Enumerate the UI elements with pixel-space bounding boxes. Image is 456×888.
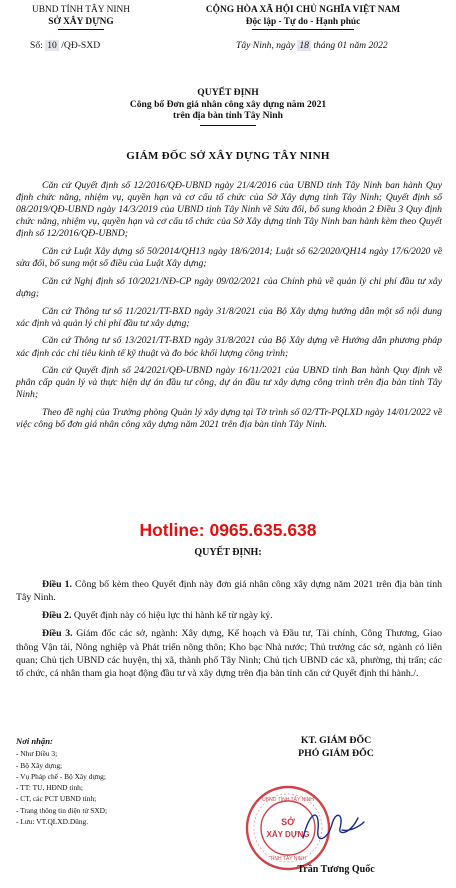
basis-paragraph: Căn cứ Thông tư số 11/2021/TT-BXD ngày 31/8/2021 của Bộ Xây dựng hướng dẫn một số nội dung xác định và quản lý chi phí đầu tư xây dựng; bbox=[16, 305, 442, 329]
motto-underline bbox=[252, 29, 354, 30]
title-line-2: trên địa bàn tỉnh Tây Ninh bbox=[173, 110, 283, 121]
place-and-date bbox=[236, 40, 388, 51]
issuing-authority: GIÁM ĐỐC SỞ XÂY DỰNG TÂY NINH bbox=[126, 150, 330, 162]
svg-text:SỞ: SỞ bbox=[281, 817, 295, 827]
signature-role bbox=[236, 735, 436, 760]
article-label: Điều 2. bbox=[42, 610, 72, 622]
article-text: Giám đốc các sở, ngành: Xây dựng, Kế hoạch và Đầu tư, Tài chính, Công Thương, Giao thông Vận tải, Nông nghiệp và Phát triển nông thôn; Kho bạc Nhà nước; Thủ trưởng các sở, ngành có liên quan; Chủ tịch UBND các huyện, thị xã, thành phố Tây Ninh; Chủ tịch UBND các xã, phường, thị trấn; các tổ chức, cá nhân tham gia hoạt động đầu tư và xây dựng trên địa bàn tỉnh căn cứ Quyết định thi hành./. bbox=[16, 628, 442, 680]
signer-role: PHÓ GIÁM ĐỐC bbox=[298, 747, 374, 759]
title-line-1: Công bố Đơn giá nhân công xây dựng năm 2021 bbox=[129, 98, 327, 110]
articles bbox=[16, 578, 442, 685]
national-motto: Độc lập - Tự do - Hạnh phúc bbox=[245, 17, 361, 27]
handwritten-signature bbox=[298, 800, 368, 850]
recipient-item: - Như Điều 3; bbox=[16, 749, 58, 759]
legal-bases bbox=[16, 180, 442, 437]
country-name: CỘNG HÒA XÃ HỘI CHỦ NGHĨA VIỆT NAM bbox=[205, 5, 401, 15]
recipient-item: - CT, các PCT UBND tỉnh; bbox=[16, 794, 97, 804]
doc-number-prefix: Số: bbox=[30, 40, 43, 51]
decision-title bbox=[40, 87, 416, 122]
date-day: 18 bbox=[299, 40, 309, 51]
article-3 bbox=[16, 627, 442, 681]
recipient-item: - TT: TU, HĐND tỉnh; bbox=[16, 783, 83, 793]
title-underline bbox=[200, 125, 256, 126]
svg-text:TỈNH TÂY NINH: TỈNH TÂY NINH bbox=[269, 856, 307, 862]
basis-paragraph: Căn cứ Nghị định số 10/2021/NĐ-CP ngày 09/02/2021 của Chính phủ về quản lý chi phí đầu tư xây dựng; bbox=[16, 275, 442, 299]
on-behalf-label: KT. GIÁM ĐỐC bbox=[300, 735, 372, 746]
recipients-heading: Nơi nhận: bbox=[16, 736, 53, 746]
hotline-watermark: Hotline: 0965.635.638 bbox=[139, 520, 317, 540]
doc-number-value: 10 bbox=[47, 40, 57, 51]
article-1 bbox=[16, 578, 442, 605]
svg-text:UBND TỈNH TÂY NINH: UBND TỈNH TÂY NINH bbox=[262, 797, 314, 803]
article-text: Quyết định này có hiệu lực thi hành kể từ ngày ký. bbox=[71, 610, 273, 622]
basis-paragraph: Căn cứ Luật Xây dựng số 50/2014/QH13 ngày 18/6/2014; Luật số 62/2020/QH14 ngày 17/6/2020 về sửa đổi, bổ sung một số điều của Luật Xây dựng; bbox=[16, 246, 442, 270]
department-name: SỞ XÂY DỰNG bbox=[48, 17, 114, 27]
basis-paragraph: Căn cứ Quyết định số 12/2016/QĐ-UBND ngày 21/4/2016 của UBND tỉnh Tây Ninh ban hành Quy định chức năng, nhiệm vụ, quyền hạn và cơ cấu tổ chức của Sở Xây dựng tỉnh Tây Ninh; Quyết định số 08/2019/QĐ-UBND ngày 14/3/2019 của UBND tỉnh Tây Ninh về Sửa đổi, bổ sung khoản 2 Điều 3 Quy định chức năng, nhiệm vụ, quyền hạn và cơ cấu tổ chức của Sở Xây dựng tỉnh Tây Ninh ban hành kèm theo Quyết định số 12/2016/QĐ-UBND; bbox=[16, 180, 442, 240]
province-name: UBND TỈNH TÂY NINH bbox=[32, 5, 130, 15]
article-label: Điều 1. bbox=[42, 579, 72, 590]
signer-name: Trần Tương Quốc bbox=[297, 864, 375, 875]
document-kind: QUYẾT ĐỊNH bbox=[197, 87, 259, 98]
basis-paragraph: Căn cứ Quyết định số 24/2021/QĐ-UBND ngày 16/11/2021 của UBND tỉnh Ban hành Quy định về phân cấp quản lý và thực hiện dự án đầu tư công, dự án đầu tư xây dựng công trình trên địa bàn tỉnh Tây Ninh; bbox=[16, 365, 442, 401]
basis-paragraph: Căn cứ Thông tư số 13/2021/TT-BXD ngày 31/8/2021 của Bộ Xây dựng về Hướng dẫn phương pháp xác định các chỉ tiêu kinh tế kỹ thuật và đo bóc khối lượng công trình; bbox=[16, 335, 442, 359]
recipient-item: - Bộ Xây dựng; bbox=[16, 760, 63, 770]
issuer-block bbox=[6, 4, 156, 28]
recipient-item: - Trang thông tin điện tử SXD; bbox=[16, 805, 108, 815]
issuer-underline bbox=[58, 29, 104, 30]
article-label: Điều 3. bbox=[42, 628, 73, 640]
date-month-year: tháng 01 năm 2022 bbox=[313, 40, 388, 51]
national-heading bbox=[150, 4, 456, 28]
recipient-item: - Lưu: VT.QLXD.Dũng. bbox=[16, 817, 89, 827]
place-date-prefix: Tây Ninh, ngày bbox=[236, 40, 295, 51]
document-number bbox=[30, 40, 100, 51]
recipients-list bbox=[16, 736, 176, 827]
recipient-item: - Vụ Pháp chế - Bộ Xây dựng; bbox=[16, 771, 106, 781]
svg-text:XÂY DỰNG: XÂY DỰNG bbox=[266, 830, 310, 839]
basis-paragraph: Theo đề nghị của Trưởng phòng Quản lý xây dựng tại Tờ trình số 02/TTr-PQLXD ngày 14/01/2022 về việc công bố đơn giá nhân công xây dựng năm 2021 trên địa bàn tỉnh Tây Ninh. bbox=[16, 407, 442, 431]
article-2 bbox=[16, 609, 442, 622]
decision-heading: QUYẾT ĐỊNH: bbox=[194, 547, 262, 558]
doc-number-suffix: /QĐ-SXD bbox=[61, 40, 101, 51]
article-text: Công bố kèm theo Quyết định này đơn giá nhân công xây dựng năm 2021 trên địa bàn tỉnh Tây Ninh. bbox=[16, 579, 442, 604]
